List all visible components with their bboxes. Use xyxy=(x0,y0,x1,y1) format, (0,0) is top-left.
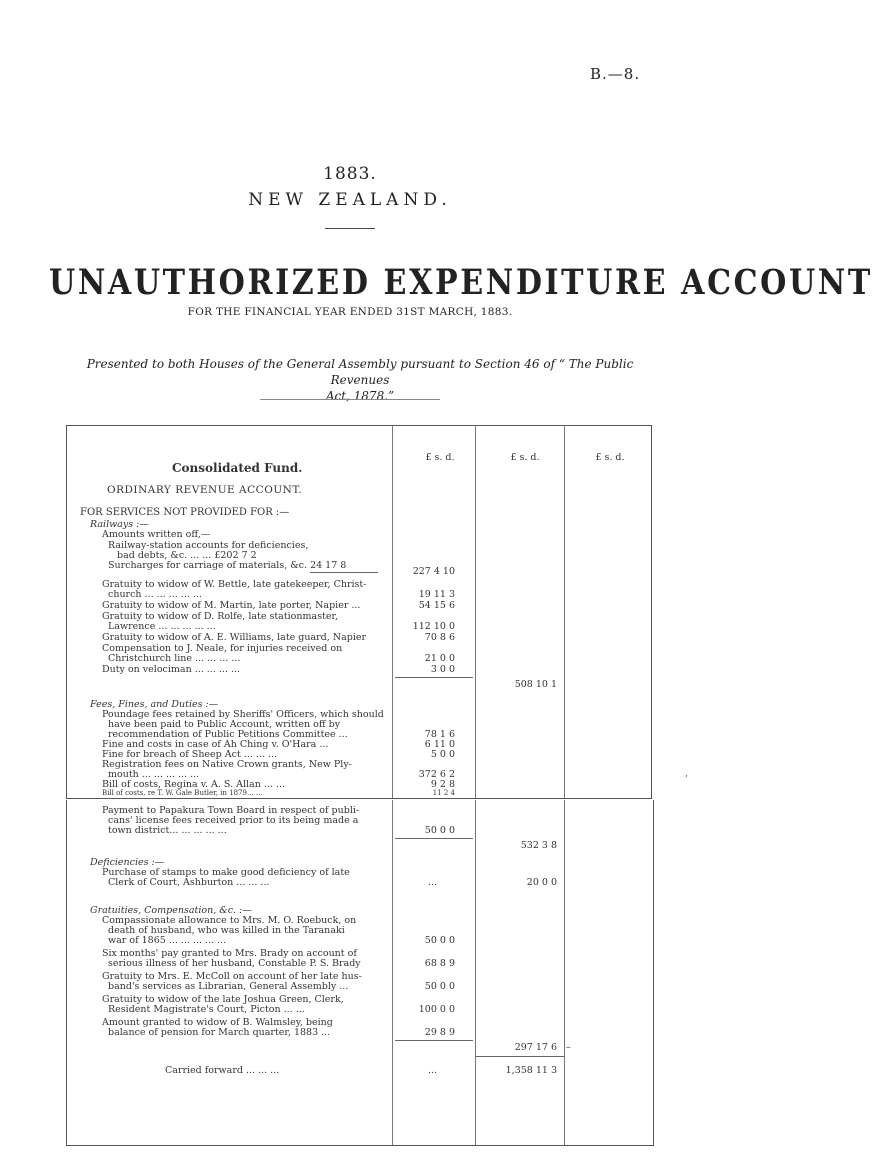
text-line: bad debts, &c. ... ... £202 7 2 xyxy=(117,550,257,561)
column-rule xyxy=(392,800,393,1145)
amount: 6 11 0 xyxy=(424,739,455,750)
text-line: Registration fees on Native Crown grants, New Ply- xyxy=(102,759,352,770)
text-line: Gratuity to widow of D. Rolfe, late stationmaster, xyxy=(102,611,339,622)
amount: 3 0 0 xyxy=(430,664,455,675)
text-line: Purchase of stamps to make good deficiency of late xyxy=(102,867,350,878)
amount: 50 0 0 xyxy=(424,935,455,946)
section-total: 20 0 0 xyxy=(526,877,557,888)
document-title: UNAUTHORIZED EXPENDITURE ACCOUNT xyxy=(49,262,873,303)
text-line: Poundage fees retained by Sheriffs' Officers, which should xyxy=(102,709,384,720)
section-total: 508 10 1 xyxy=(514,679,557,690)
document-subtitle: FOR THE FINANCIAL YEAR ENDED 31ST MARCH, 1883. xyxy=(187,306,513,318)
amount: 5 0 0 xyxy=(430,749,455,760)
subtotal-rule xyxy=(395,1040,473,1041)
margin-mark: ’ xyxy=(685,775,688,785)
column-rule xyxy=(564,425,565,798)
column-rule xyxy=(392,425,393,798)
total-rule xyxy=(476,1056,564,1057)
country: NEW ZEALAND. xyxy=(248,190,452,210)
text-line: mouth ... ... ... ... ... xyxy=(108,769,200,780)
column-header-2: £ s. d. xyxy=(510,452,540,463)
text-line: Bill of costs, Regina v. A. S. Allan ... ... xyxy=(102,779,285,790)
text-line: Payment to Papakura Town Board in respect of publi- xyxy=(102,805,360,816)
text-line: war of 1865 ... ... ... ... ... xyxy=(108,935,227,946)
carried-forward-total: 1,358 11 3 xyxy=(505,1065,557,1076)
text-line: Gratuity to widow of A. E. Williams, late guard, Napier xyxy=(102,632,367,643)
text-line: Gratuity to widow of the late Joshua Green, Clerk, xyxy=(102,994,344,1005)
fund-name: Consolidated Fund. xyxy=(172,461,303,475)
amount: 70 8 6 xyxy=(424,632,455,643)
text-line: Duty on velociman ... ... ... ... xyxy=(102,664,241,675)
text-line: recommendation of Public Petitions Committee ... xyxy=(108,729,348,740)
text-line: Six months' pay granted to Mrs. Brady on account of xyxy=(102,948,357,959)
text-line: Gratuity to widow of M. Martin, late porter, Napier ... xyxy=(102,600,361,611)
text-line: Amounts written off,— xyxy=(102,529,211,540)
text-line: Christchurch line ... ... ... ... xyxy=(108,653,241,664)
text-line: Fine and costs in case of Ah Ching v. O'Hara ... xyxy=(102,739,329,750)
text-line: death of husband, who was killed in the Taranaki xyxy=(108,925,345,936)
presented-line-2: Act, 1878.” xyxy=(325,389,395,403)
amount: 19 11 3 xyxy=(418,589,455,600)
text-line: Gratuity to widow of W. Bettle, late gatekeeper, Christ- xyxy=(102,579,367,590)
text-line: Resident Magistrate's Court, Picton ... ... xyxy=(108,1004,305,1015)
deficiencies-heading: Deficiencies :— xyxy=(90,857,165,868)
amount: 29 8 9 xyxy=(424,1027,455,1038)
text-line: band's services as Librarian, General Assembly ... xyxy=(108,981,349,992)
column-header-3: £ s. d. xyxy=(595,452,625,463)
text-line: serious illness of her husband, Constable P. S. Brady xyxy=(108,958,361,969)
text-line: Compensation to J. Neale, for injuries received on xyxy=(102,643,343,654)
text-line: Railway-station accounts for deficiencies, xyxy=(108,540,309,551)
divider xyxy=(260,399,440,400)
carried-forward-label: Carried forward ... ... ... xyxy=(165,1065,280,1076)
year: 1883. xyxy=(323,164,377,184)
gratuities-heading: Gratuities, Compensation, &c. :— xyxy=(90,905,252,916)
section-total: 532 3 8 xyxy=(520,840,557,851)
text-line: Gratuity to Mrs. E. McColl on account of her late hus- xyxy=(102,971,362,982)
page-reference: B.—8. xyxy=(590,65,641,83)
amount: 50 0 0 xyxy=(424,825,455,836)
ellipsis: ... xyxy=(428,877,438,888)
text-line: Surcharges for carriage of materials, &c. 24 17 8 xyxy=(108,560,347,571)
amount: 54 15 6 xyxy=(418,600,455,611)
text-line: Lawrence ... ... ... ... ... xyxy=(108,621,216,632)
railways-heading: Railways :— xyxy=(90,519,149,530)
column-rule xyxy=(564,800,565,1145)
presented-line-1: Presented to both Houses of the General Assembly pursuant to Section 46 of “ The Public Revenues xyxy=(86,357,634,387)
amount: 11 2 4 xyxy=(432,789,455,797)
amount: 68 8 9 xyxy=(424,958,455,969)
text-line: Bill of costs, re T. W. Gale Butler, in 1879... ... xyxy=(102,789,263,797)
section-total: 297 17 6 xyxy=(514,1042,557,1053)
amount: 227 4 10 xyxy=(412,566,455,577)
text-line: balance of pension for March quarter, 1883 ... xyxy=(108,1027,331,1038)
account-name: ORDINARY REVENUE ACCOUNT. xyxy=(107,484,303,496)
fees-heading: Fees, Fines, and Duties :— xyxy=(90,699,219,710)
text-line: Clerk of Court, Ashburton ... ... ... xyxy=(108,877,270,888)
subtotal-rule xyxy=(395,838,473,839)
text-line: Compassionate allowance to Mrs. M. O. Roebuck, on xyxy=(102,915,357,926)
divider xyxy=(325,228,375,229)
amount: 100 0 0 xyxy=(418,1004,455,1015)
text-line: Amount granted to widow of B. Walmsley, being xyxy=(102,1017,333,1028)
subtotal-rule xyxy=(395,677,473,678)
ellipsis: ... xyxy=(428,1065,438,1076)
column-header-1: £ s. d. xyxy=(425,452,455,463)
presented-note xyxy=(70,356,650,404)
amount: 112 10 0 xyxy=(412,621,455,632)
text-line: Fine for breach of Sheep Act ... ... ... xyxy=(102,749,278,760)
text-line: have been paid to Public Account, written off by xyxy=(108,719,341,730)
amount: 21 0 0 xyxy=(424,653,455,664)
column-rule xyxy=(475,800,476,1145)
amount: 78 1 6 xyxy=(424,729,455,740)
text-line: cans' license fees received prior to its being made a xyxy=(108,815,359,826)
margin-dash: – xyxy=(566,1042,571,1053)
text-line: town district... ... ... ... ... xyxy=(108,825,227,836)
amount: 50 0 0 xyxy=(424,981,455,992)
subtotal-rule xyxy=(310,572,378,573)
amount: 372 6 2 xyxy=(418,769,455,780)
amount: 9 2 8 xyxy=(430,779,455,790)
text-line: church ... ... ... ... ... xyxy=(108,589,202,600)
services-heading: FOR SERVICES NOT PROVIDED FOR :— xyxy=(80,507,290,518)
column-rule xyxy=(475,425,476,798)
